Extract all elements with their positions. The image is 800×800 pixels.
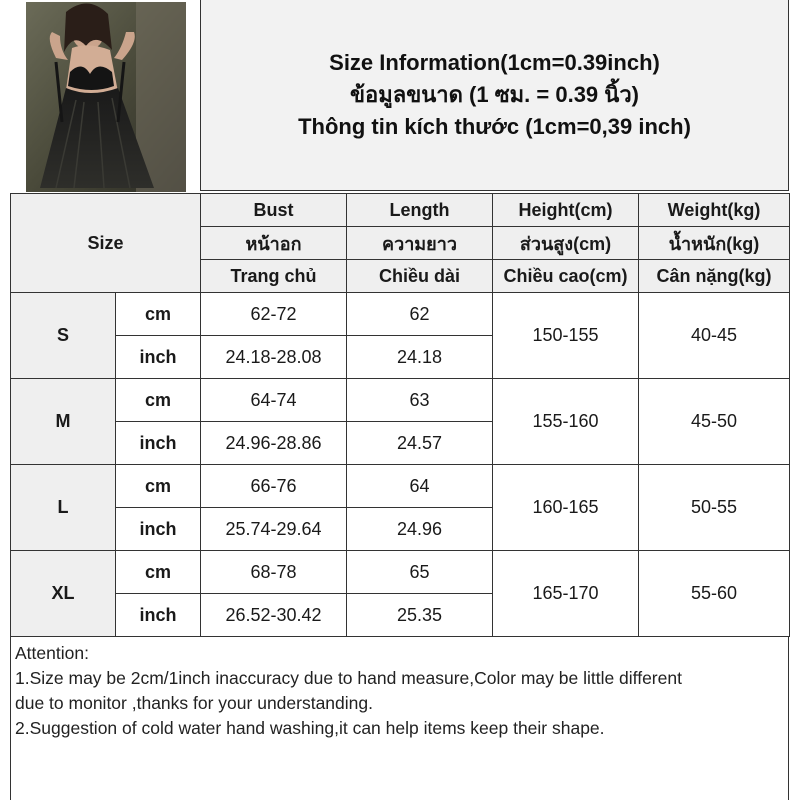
note-line-1-continued: due to monitor ,thanks for your understanding.	[15, 693, 373, 713]
weight-value: 45-50	[639, 379, 790, 465]
height-value: 150-155	[493, 293, 639, 379]
column-header-height: Height(cm)	[493, 194, 639, 227]
column-header-bust-thai: หน้าอก	[201, 227, 347, 260]
height-value: 165-170	[493, 551, 639, 637]
size-label: L	[11, 465, 116, 551]
unit-inch: inch	[116, 508, 201, 551]
product-photo	[26, 2, 186, 192]
weight-value: 40-45	[639, 293, 790, 379]
bust-inch-value: 24.96-28.86	[201, 422, 347, 465]
bust-inch-value: 24.18-28.08	[201, 336, 347, 379]
note-line-1: 1.Size may be 2cm/1inch inaccuracy due to hand measure,Color may be little different	[15, 668, 682, 688]
unit-cm: cm	[116, 465, 201, 508]
note-line-2: 2.Suggestion of cold water hand washing,it can help items keep their shape.	[15, 718, 605, 738]
unit-inch: inch	[116, 336, 201, 379]
column-header-weight-vietnamese: Cân nặng(kg)	[639, 260, 790, 293]
attention-notes	[10, 636, 789, 800]
length-cm-value: 63	[347, 379, 493, 422]
column-header-bust-vietnamese: Trang chủ	[201, 260, 347, 293]
product-photo-illustration	[26, 2, 186, 192]
column-header-height-vietnamese: Chiều cao(cm)	[493, 260, 639, 293]
length-cm-value: 65	[347, 551, 493, 594]
table-row	[11, 551, 790, 594]
column-header-weight: Weight(kg)	[639, 194, 790, 227]
title-box	[200, 0, 789, 191]
title-thai: ข้อมูลขนาด (1 ซม. = 0.39 นิ้ว)	[349, 82, 639, 107]
bust-cm-value: 66-76	[201, 465, 347, 508]
size-label: XL	[11, 551, 116, 637]
unit-cm: cm	[116, 293, 201, 336]
bust-cm-value: 68-78	[201, 551, 347, 594]
length-inch-value: 24.96	[347, 508, 493, 551]
length-inch-value: 24.57	[347, 422, 493, 465]
title-vietnamese: Thông tin kích thước (1cm=0,39 inch)	[298, 114, 691, 139]
bust-inch-value: 26.52-30.42	[201, 594, 347, 637]
table-row	[11, 293, 790, 336]
column-header-bust: Bust	[201, 194, 347, 227]
column-header-length-vietnamese: Chiều dài	[347, 260, 493, 293]
column-header-length-thai: ความยาว	[347, 227, 493, 260]
column-header-weight-thai: น้ำหนัก(kg)	[639, 227, 790, 260]
unit-cm: cm	[116, 551, 201, 594]
size-label: S	[11, 293, 116, 379]
column-header-height-thai: ส่วนสูง(cm)	[493, 227, 639, 260]
title-english: Size Information(1cm=0.39inch)	[329, 50, 660, 75]
bust-inch-value: 25.74-29.64	[201, 508, 347, 551]
height-value: 155-160	[493, 379, 639, 465]
table-row	[11, 379, 790, 422]
bust-cm-value: 62-72	[201, 293, 347, 336]
bust-cm-value: 64-74	[201, 379, 347, 422]
unit-inch: inch	[116, 422, 201, 465]
size-table	[10, 193, 790, 637]
table-row	[11, 465, 790, 508]
weight-value: 50-55	[639, 465, 790, 551]
size-header: Size	[11, 194, 201, 293]
length-cm-value: 64	[347, 465, 493, 508]
height-value: 160-165	[493, 465, 639, 551]
notes-heading: Attention:	[15, 643, 89, 663]
unit-cm: cm	[116, 379, 201, 422]
weight-value: 55-60	[639, 551, 790, 637]
column-header-length: Length	[347, 194, 493, 227]
length-cm-value: 62	[347, 293, 493, 336]
header-row-english	[11, 194, 790, 227]
unit-inch: inch	[116, 594, 201, 637]
size-label: M	[11, 379, 116, 465]
length-inch-value: 25.35	[347, 594, 493, 637]
length-inch-value: 24.18	[347, 336, 493, 379]
